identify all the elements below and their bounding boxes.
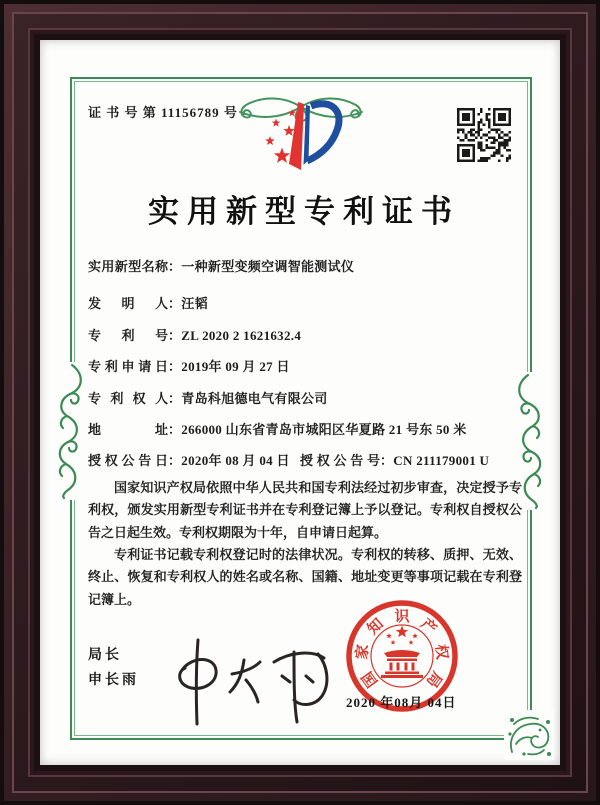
field-patent-number: 专利号：ZL 2020 2 1621632.4 — [88, 328, 302, 343]
director-name: 申长雨 — [88, 673, 139, 688]
field-grant-date: 授权公告日：2020年 08 月 04 日 — [88, 453, 290, 468]
legal-paragraph-1: 国家知识产权局依照中华人民共和国专利法经过初步审查，决定授予专利权，颁发实用新型专利证书并在专利登记簿上予以登记。专利权自授权公告之日起生效。专利权期限为十年，自申请日起算。 — [88, 480, 522, 540]
director-signature — [152, 630, 342, 742]
seal-date: 2020 年08月 04日 — [346, 695, 457, 710]
legal-text — [88, 477, 522, 611]
cnipa-logo-icon — [258, 98, 344, 176]
svg-text:知: 知 — [364, 616, 387, 638]
svg-text:权: 权 — [432, 643, 450, 661]
patent-certificate — [40, 40, 560, 765]
field-inventor: 发明人：汪韬 — [88, 296, 208, 311]
svg-text:产: 产 — [417, 616, 440, 638]
svg-text:局: 局 — [422, 668, 445, 690]
director-title: 局长 — [88, 648, 122, 663]
field-name: 实用新型名称：一种新型变频空调智能测试仪 — [88, 259, 355, 274]
field-grant — [88, 450, 524, 469]
qr-code-icon — [457, 108, 511, 162]
svg-text:家: 家 — [354, 643, 372, 661]
field-address: 地址：266000 山东省青岛市城阳区华夏路 21 号东 50 米 — [88, 422, 467, 437]
flourish-left-icon — [54, 362, 88, 500]
svg-text:国: 国 — [359, 668, 382, 690]
field-patentee: 专利权人：青岛科旭德电气有限公司 — [88, 391, 328, 406]
legal-paragraph-2: 专利证书记载专利权登记时的法律状况。专利权的转移、质押、无效、终止、恢复和专利权人的姓名或名称、国籍、地址变更等事项记载在专利登记簿上。 — [88, 547, 522, 607]
certificate-number: 证 书 号 第 11156789 号 — [88, 105, 238, 120]
field-filing-date: 专利申请日：2019年 09 月 27 日 — [88, 359, 290, 374]
certificate-title: 实用新型专利证书 — [148, 194, 460, 229]
flourish-corner-icon — [504, 710, 554, 760]
svg-text:识: 识 — [394, 609, 410, 625]
field-grant-number: 授权公告号：CN 211179001 U — [300, 453, 490, 468]
seal-emblem — [381, 650, 423, 678]
